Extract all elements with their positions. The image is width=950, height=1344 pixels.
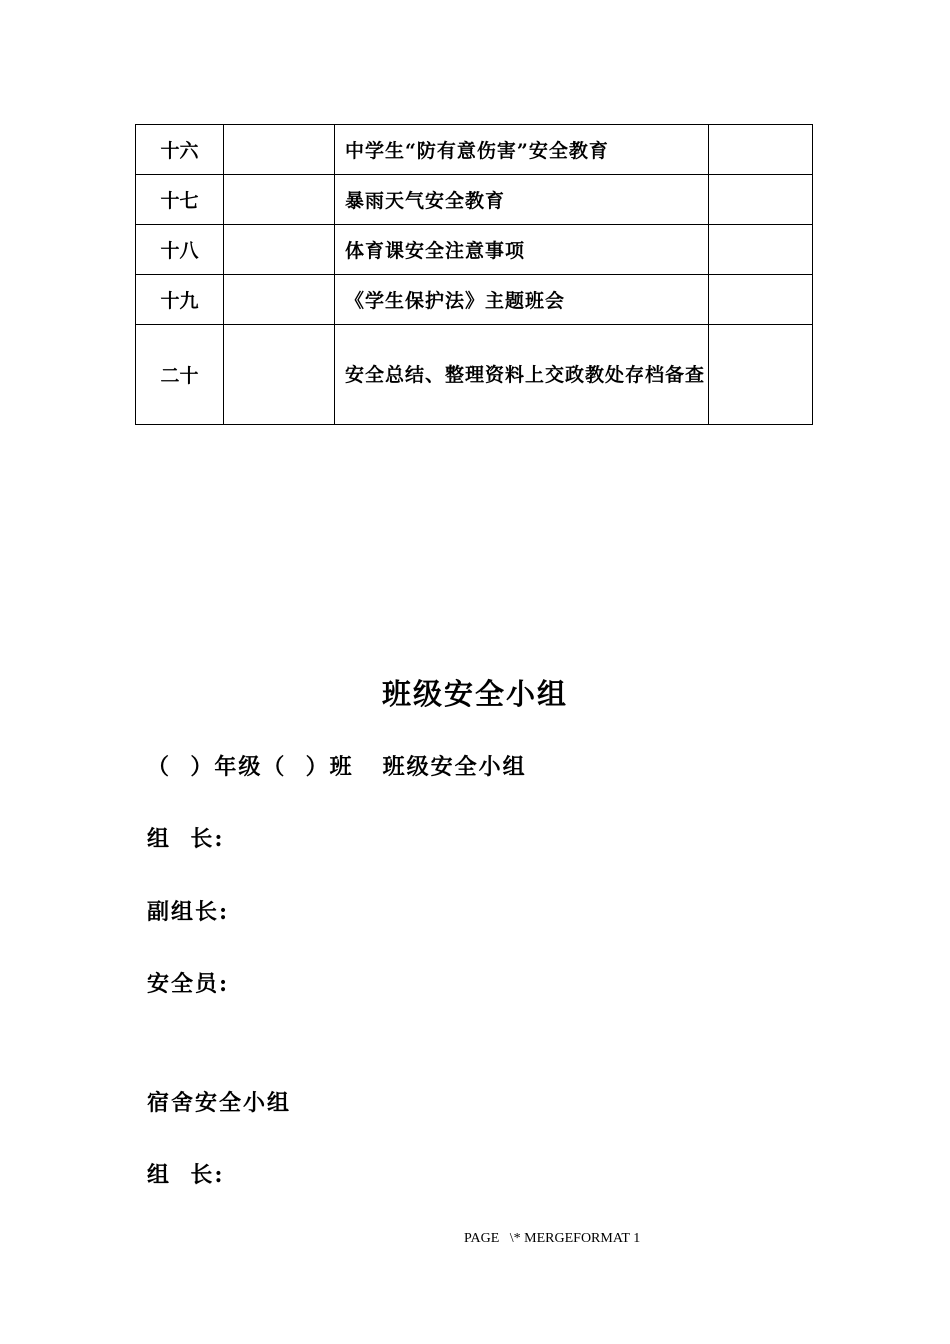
table-row	[136, 175, 813, 225]
date-cell	[224, 325, 335, 425]
safety-schedule-table	[135, 124, 813, 425]
date-cell	[224, 175, 335, 225]
week-cell: 十七	[136, 175, 224, 225]
week-cell: 二十	[136, 325, 224, 425]
topic-cell: 中学生“防有意伤害”安全教育	[335, 125, 709, 175]
table-row	[136, 225, 813, 275]
table-row	[136, 125, 813, 175]
date-cell	[224, 275, 335, 325]
topic-cell: 体育课安全注意事项	[335, 225, 709, 275]
class-group-line: （ ）年级（ ）班 班级安全小组	[147, 754, 527, 780]
date-cell	[224, 225, 335, 275]
section-title: 班级安全小组	[381, 677, 568, 711]
vice-leader-label: 副组长:	[147, 899, 230, 925]
week-cell: 十六	[136, 125, 224, 175]
safety-officer-label: 安全员:	[147, 971, 230, 997]
topic-cell: 《学生保护法》主题班会	[335, 275, 709, 325]
topic-cell: 安全总结、整理资料上交政教处存档备查	[335, 325, 709, 425]
week-cell: 十九	[136, 275, 224, 325]
leader-label: 组 长:	[147, 826, 225, 852]
week-cell: 十八	[136, 225, 224, 275]
dorm-group-title: 宿舍安全小组	[147, 1090, 292, 1116]
page-footer: PAGE \* MERGEFORMAT 1	[464, 1231, 641, 1246]
table-row	[136, 275, 813, 325]
note-cell	[709, 275, 813, 325]
note-cell	[709, 175, 813, 225]
table-row	[136, 325, 813, 425]
date-cell	[224, 125, 335, 175]
topic-cell: 暴雨天气安全教育	[335, 175, 709, 225]
dorm-leader-label: 组 长:	[147, 1162, 225, 1188]
note-cell	[709, 225, 813, 275]
note-cell	[709, 125, 813, 175]
note-cell	[709, 325, 813, 425]
